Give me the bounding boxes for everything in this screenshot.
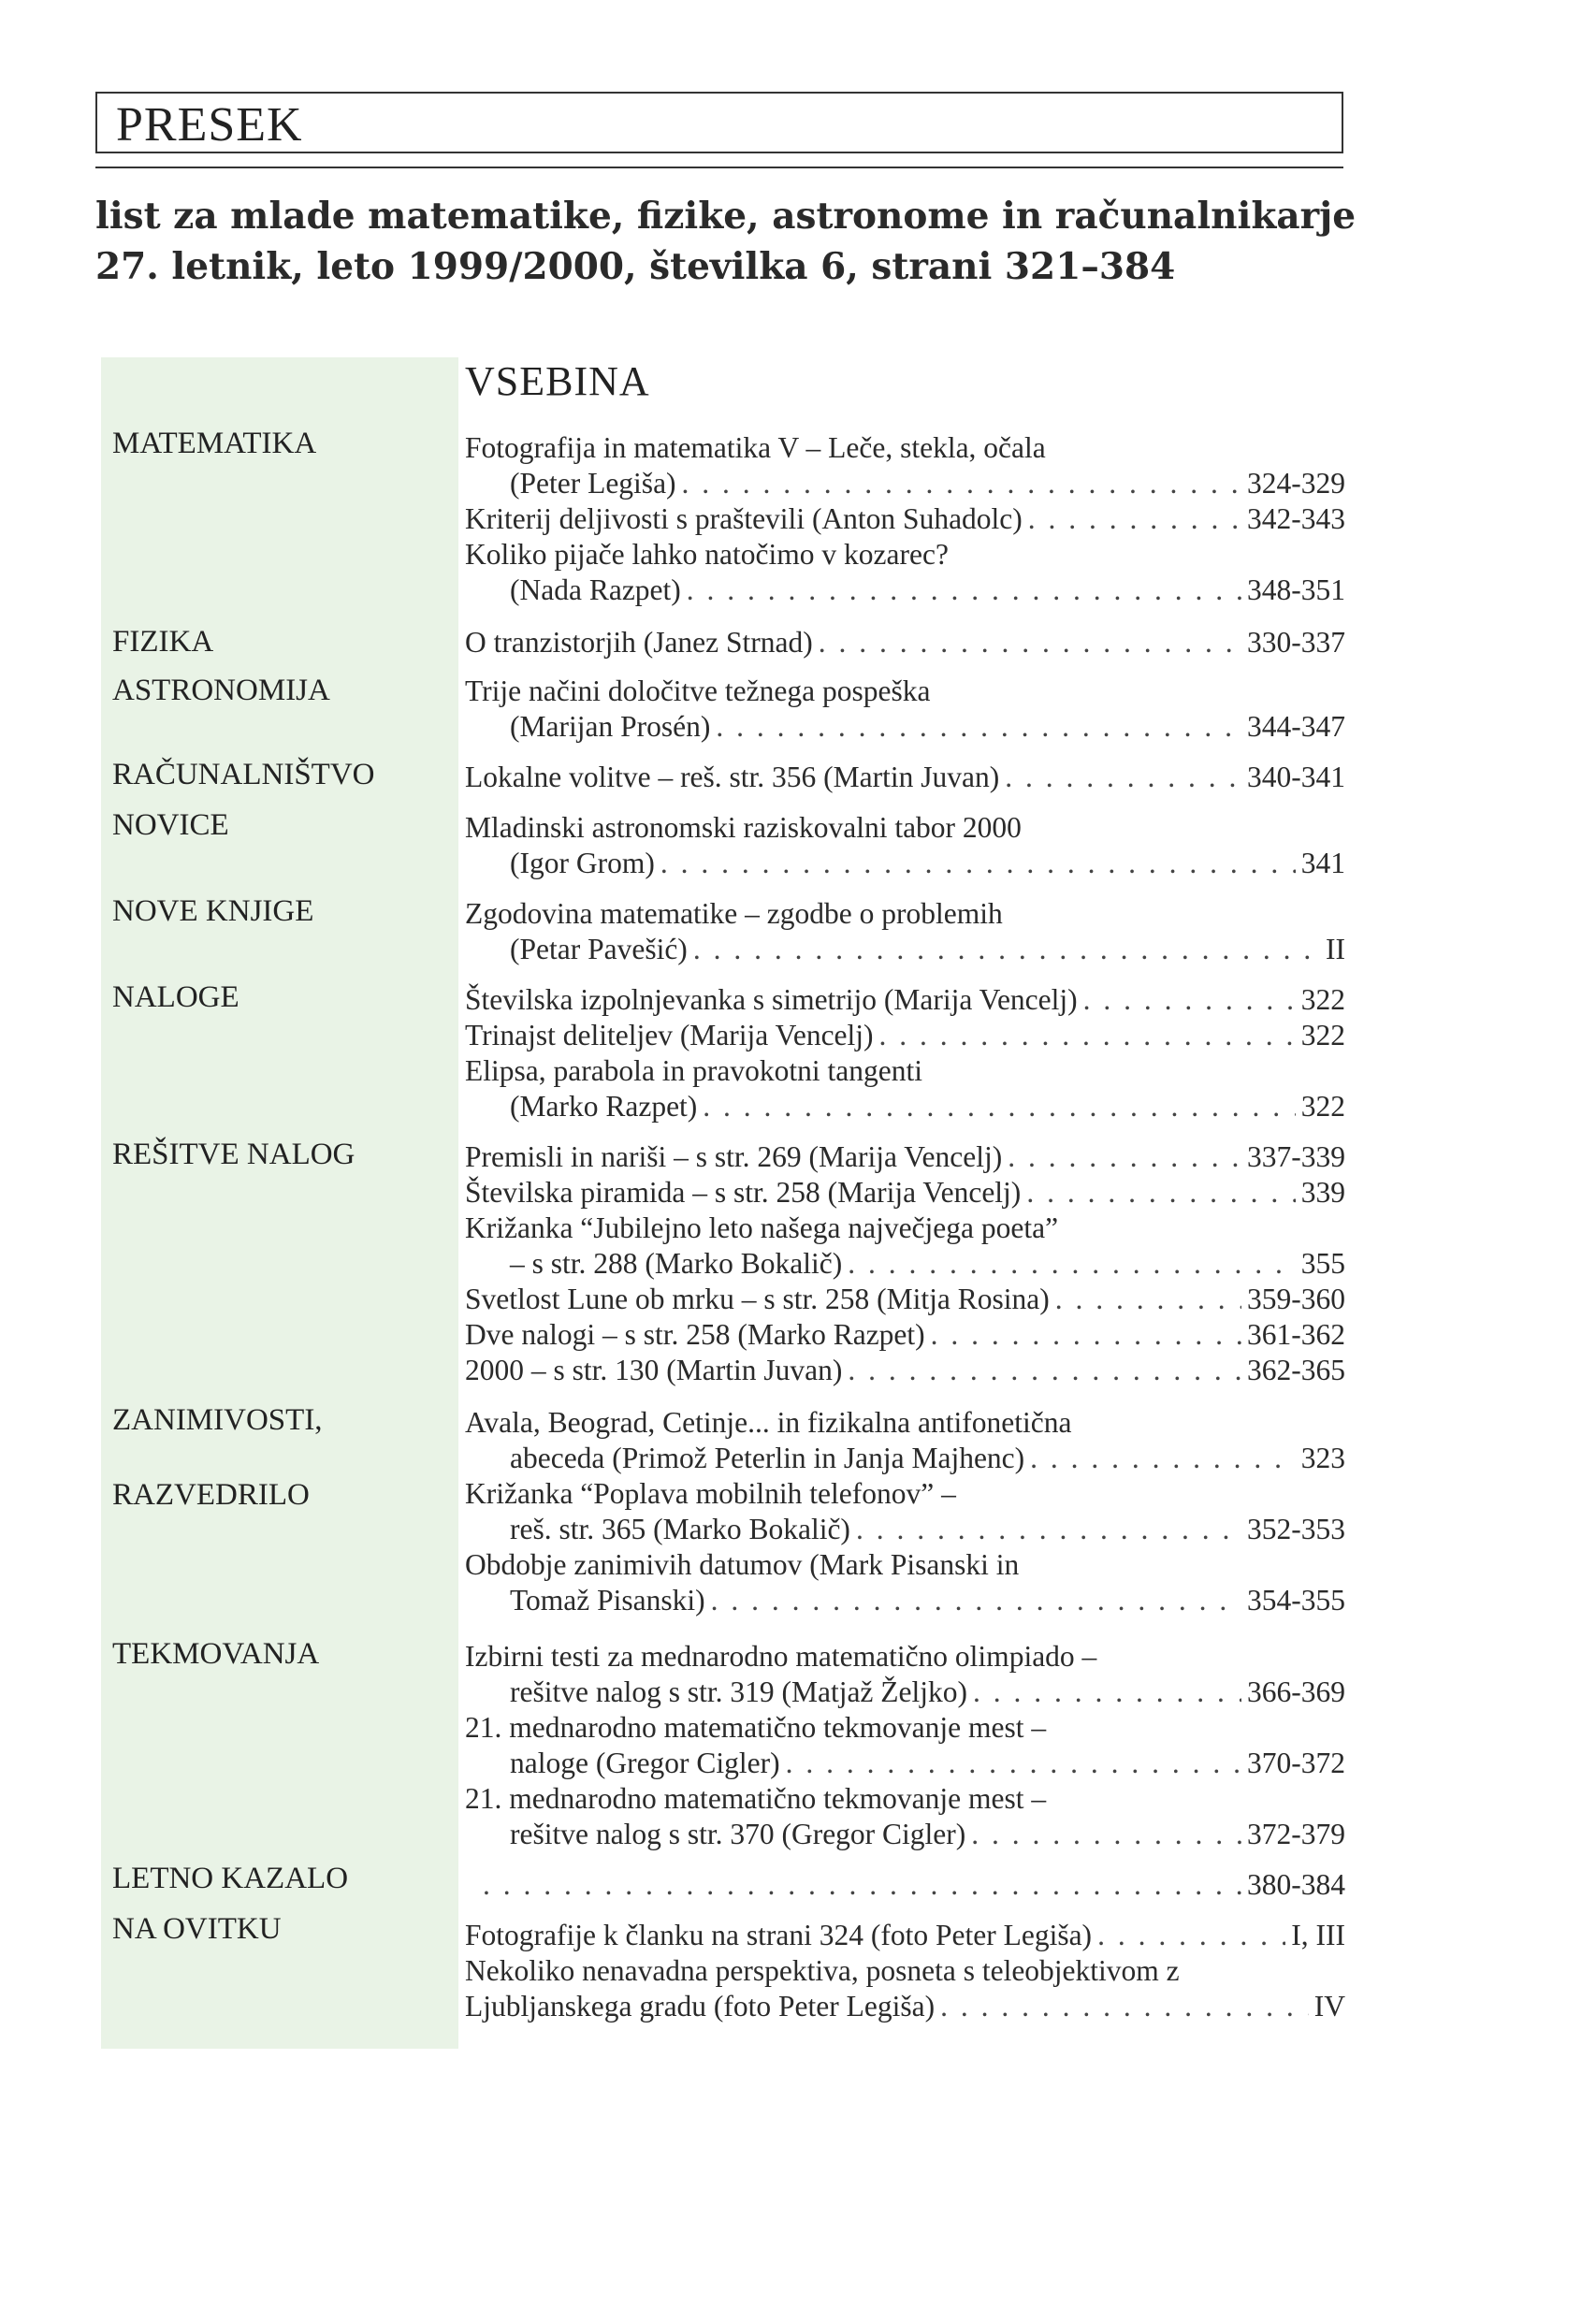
subtitle-line-2: 27. letnik, leto 1999/2000, številka 6, strani 321–384 <box>95 245 1176 288</box>
toc-line: Križanka “Jubilejno leto našega največjega poeta” <box>465 1211 1059 1244</box>
category-fizika: FIZIKA <box>112 625 214 659</box>
toc-entry: O tranzistorjih (Janez Strnad) . . . 330-337 <box>465 625 1345 660</box>
toc-line: Elipsa, parabola in pravokotni tangenti <box>465 1054 922 1087</box>
toc-line: 21. mednarodno matematično tekmovanje mest – <box>465 1782 1047 1815</box>
contents-title: VSEBINA <box>465 358 650 404</box>
toc-line: 21. mednarodno matematično tekmovanje mest – <box>465 1711 1047 1744</box>
category-resitve-nalog: REŠITVE NALOG <box>112 1138 355 1171</box>
toc-entry: Svetlost Lune ob mrku – s str. 258 (Mitja Rosina) . . . 359-360 <box>465 1282 1345 1317</box>
toc-entry: reš. str. 365 (Marko Bokalič) . . . 352-353 <box>510 1512 1345 1547</box>
toc-entry: abeceda (Primož Peterlin in Janja Majhenc) . . . 323 <box>510 1441 1345 1476</box>
toc-entry: Številska izpolnjevanka s simetrijo (Marija Vencelj) . . . 322 <box>465 982 1345 1018</box>
toc-entry: . . . 380-384 <box>477 1867 1345 1903</box>
category-razvedrilo: RAZVEDRILO <box>112 1478 310 1512</box>
toc-line: Nekoliko nenavadna perspektiva, posneta s teleobjektivom z <box>465 1954 1180 1987</box>
category-tekmovanja: TEKMOVANJA <box>112 1637 320 1671</box>
toc-entry: Kriterij deljivosti s praštevili (Anton Suhadolc) . . . 342-343 <box>465 501 1345 537</box>
toc-line: Fotografija in matematika V – Leče, stekla, očala <box>465 431 1046 464</box>
category-naloge: NALOGE <box>112 980 239 1014</box>
toc-entry: Fotografije k članku na strani 324 (foto Peter Legiša) . . . I, III <box>465 1918 1345 1953</box>
toc-entry: 2000 – s str. 130 (Martin Juvan) . . . 362-365 <box>465 1353 1345 1388</box>
category-racunalnistvo: RAČUNALNIŠTVO <box>112 758 375 791</box>
toc-entry: (Marko Razpet) . . . 322 <box>510 1089 1345 1124</box>
toc-entry: – s str. 288 (Marko Bokalič) . . . 355 <box>510 1246 1345 1282</box>
toc-line: Avala, Beograd, Cetinje... in fizikalna antifonetična <box>465 1406 1072 1439</box>
category-letno-kazalo: LETNO KAZALO <box>112 1862 349 1895</box>
toc-entry: (Marijan Prosén) . . . 344-347 <box>510 709 1345 745</box>
toc-entry: Dve nalogi – s str. 258 (Marko Razpet) . . . 361-362 <box>465 1317 1345 1353</box>
toc-entry: Ljubljanskega gradu (foto Peter Legiša) . . . IV <box>465 1989 1345 2024</box>
toc-line: Trije načini določitve težnega pospeška <box>465 674 931 707</box>
category-na-ovitku: NA OVITKU <box>112 1912 282 1946</box>
toc-entry: naloge (Gregor Cigler) . . . 370-372 <box>510 1746 1345 1781</box>
toc-entry: Premisli in nariši – s str. 269 (Marija Vencelj) . . . 337-339 <box>465 1139 1345 1175</box>
toc-entry: (Nada Razpet) . . . 348-351 <box>510 573 1345 608</box>
category-sidebar <box>101 357 458 2049</box>
toc-line: Križanka “Poplava mobilnih telefonov” – <box>465 1477 956 1510</box>
category-zanimivosti: ZANIMIVOSTI, <box>112 1403 323 1437</box>
toc-line: Zgodovina matematike – zgodbe o problemih <box>465 897 1003 930</box>
category-matematika: MATEMATIKA <box>112 427 317 460</box>
title-rule <box>95 167 1343 168</box>
journal-title: PRESEK <box>116 98 303 152</box>
toc-entry: Tomaž Pisanski) . . . 354-355 <box>510 1583 1345 1618</box>
toc-entry: Trinajst deliteljev (Marija Vencelj) . . . 322 <box>465 1018 1345 1053</box>
toc-line: Koliko pijače lahko natočimo v kozarec? <box>465 538 949 571</box>
subtitle-line-1: list za mlade matematike, fizike, astronome in računalnikarje <box>95 195 1357 238</box>
toc-line: Obdobje zanimivih datumov (Mark Pisanski in <box>465 1548 1020 1581</box>
toc-entry: (Igor Grom) . . . 341 <box>510 846 1345 881</box>
category-nove-knjige: NOVE KNJIGE <box>112 894 314 928</box>
toc-line: Mladinski astronomski raziskovalni tabor 2000 <box>465 811 1022 844</box>
category-astronomija: ASTRONOMIJA <box>112 674 330 707</box>
toc-entry: (Peter Legiša) . . . 324-329 <box>510 466 1345 501</box>
toc-line: Izbirni testi za mednarodno matematično olimpiado – <box>465 1640 1097 1673</box>
toc-entry: rešitve nalog s str. 370 (Gregor Cigler) . . . 372-379 <box>510 1817 1345 1852</box>
title-box <box>95 92 1343 153</box>
toc-entry: Številska piramida – s str. 258 (Marija Vencelj) . . . 339 <box>465 1175 1345 1211</box>
category-novice: NOVICE <box>112 808 229 842</box>
toc-entry: (Petar Pavešić) . . . II <box>510 932 1345 967</box>
toc-entry: rešitve nalog s str. 319 (Matjaž Željko) . . . 366-369 <box>510 1675 1345 1710</box>
toc-entry: Lokalne volitve – reš. str. 356 (Martin Juvan) . . . 340-341 <box>465 760 1345 795</box>
